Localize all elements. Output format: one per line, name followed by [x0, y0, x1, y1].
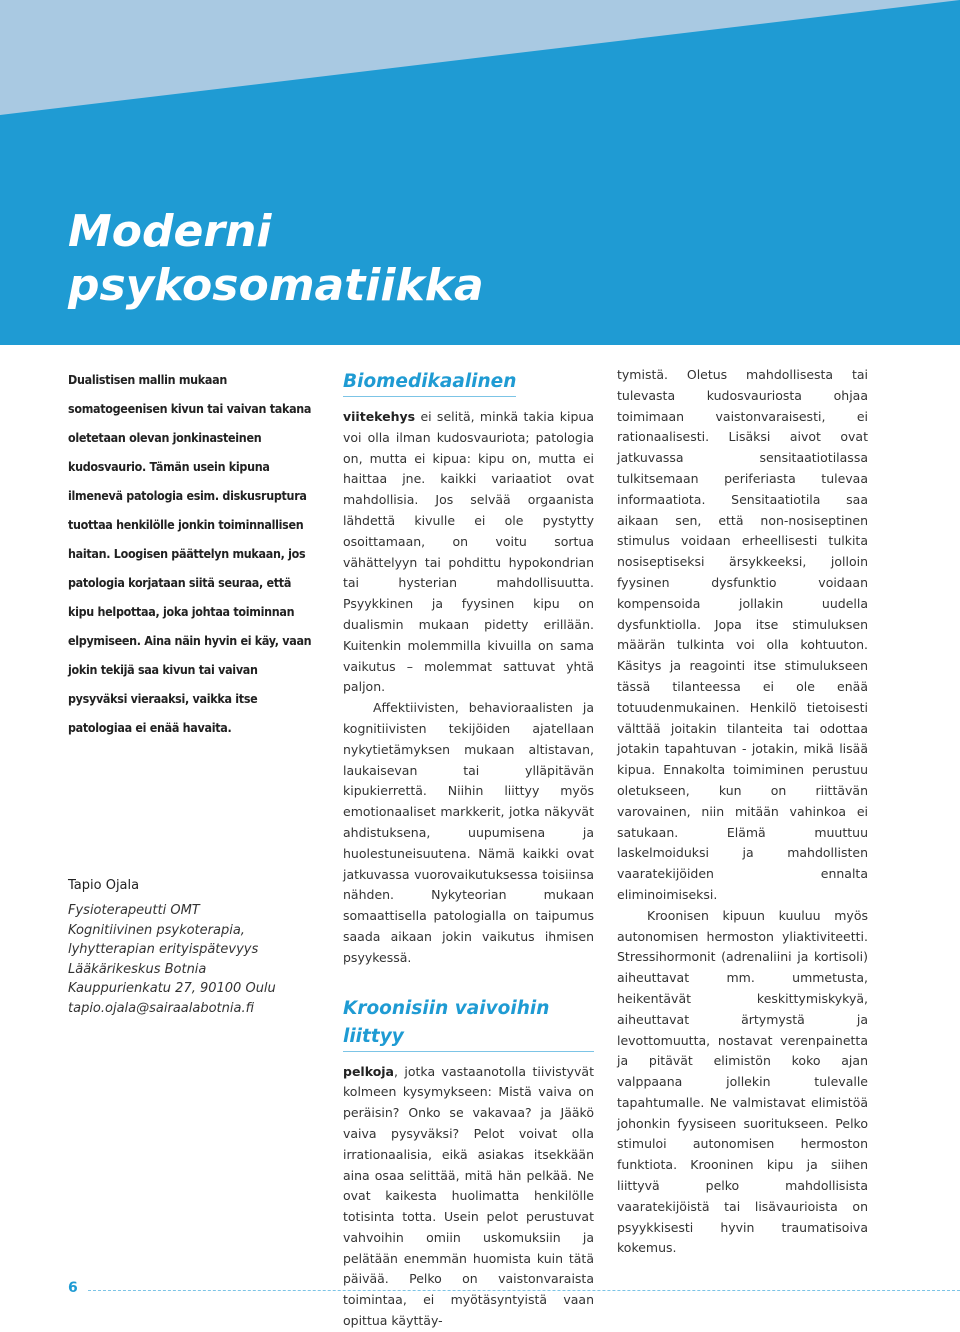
- author-email: tapio.ojala@sairaalabotnia.fi: [68, 1000, 254, 1016]
- column-middle: [343, 368, 594, 1332]
- paragraph-tymista: tymistä. Oletus mahdollisesta tai tulevasta kudosvauriosta ohjaa toimimaan vaistonvaraisesti, ei rationaalisesti. Lisäksi aivot ovat jatkuvassa sensitaatiotilassa tulkitsemaan periferiasta tulevaa informaatiota. Sensitaatiotila saa aikaan sen, että non-nosiseptinen stimulus voidaan erheellisesti tulkita nosiseptiseksi ärsykkeeksi, jolloin fyysinen dysfunktio voidaan kompensoida jollakin uudella dysfunktiolla. Jopa itse stimuluksen määrän tulkinta voi olla kohtuuton. Käsitys ja reagointi itse stimulukseen tässä tilanteessa ei ole enää totuudenmukainen. Henkilö tietoisesti välttää joitakin tilanteita tai odottaa jotakin tapahtuvan - jotakin, mikä lisää kipua. Ennakolta toimiminen perustuu oletukseen, kun on riittävän varovainen, niin mitään vahinkoa ei satukaan. Elämä muuttuu laskelmoiduksi ja mahdollisten vaaratekijöiden ennalta eliminoimiseksi.: [617, 367, 868, 902]
- author-name: Tapio Ojala: [68, 878, 140, 893]
- page-number: 6: [68, 1280, 78, 1296]
- page-title: [68, 205, 668, 313]
- intro-paragraph: Dualistisen mallin mukaan somatogeenisen kivun tai vaivan takana oletetaan olevan jonkinasteinen kudosvaurio. Tämän usein kipuna ilmenevä patologia esim. diskusruptura tuottaa henkilölle jonkin toiminnallisen haitan. Loogisen päättelyn mukaan, jos patologia korjataan siitä seuraa, että kipu helpottaa, joka johtaa toiminnan elpymiseen. Aina näin hyvin ei käy, vaan jokin tekijä saa kivun tai vaivan pysyväksi vieraaksi, vaikka itse patologiaa ei enää havaita.: [68, 372, 312, 735]
- subheading-biomedikaalinen: Biomedikaalinen: [343, 368, 516, 397]
- paragraph-pelkoja: [343, 1062, 594, 1332]
- column-intro: [68, 365, 318, 742]
- paragraph-text: ei selitä, minkä takia kipua voi olla ilman kudosvauriota; patologia on, mutta ei kipua: kipu on, mutta ei haittaa jne. kaikki variaatiot ovat mahdollisia. Jos selvää orgaanista lähdettä kivulle ei ole pystytty osoittamaan, on voitu sortua vähättelyyn tai pohdittu hypokondrian tai hysterian mahdollisuutta. Psyykkinen ja fyysinen kipu on dualismin mukaan pidetty erillään. Kuitenkin molemmilla kivuilla on sama vaikutus – molemmat sattuvat yhtä paljon.: [343, 409, 594, 695]
- author-block: [68, 878, 338, 1018]
- author-spec-1: Kognitiivinen psykoterapia,: [68, 922, 245, 938]
- paragraph-kroonisen: Kroonisen kipuun kuuluu myös autonomisen hermoston yliaktiviteetti. Stressihormonit (adrenaliini ja kortisoli) aiheuttavat mm. ummetusta, heikentävät keskittymiskykyä, aiheuttavat ärtymystä ja levottomuutta, nostavat verenpainetta ja pitävät elimistön koko ajan valppaana jollekin tulevalle tapahtumalle. Ne valmistavat elimistöä johonkin fyysiseen suoritukseen. Pelko stimuloi autonomisen hermoston funktiota. Krooninen kipu ja siihen liittyvä pelko mahdollisista vaaratekijöistä tai lisävaurioista on psyykkisesti hyvin traumatisoiva kokemus.: [617, 907, 868, 1256]
- column-right: [617, 365, 868, 1259]
- subheading-kroonisiin: Kroonisiin vaivoihin liittyy: [343, 995, 594, 1052]
- paragraph-text: , jotka vastaanotolla tiivistyvät kolmeen kysymykseen: Mistä vaiva on peräisin? Onko se vakavaa? ja Jääkö vaiva pysyväksi? Pelot voivat olla irrationaalisia, eikä asiakas itsekkään aina osaa selittää, mitä hän pelkää. Ne ovat kaikesta huolimatta henkilölle totisinta totta. Usein pelot perustuvat vahvoihin omiin uskomuksiin ja pelätään enemmän huomista kuin tätä päivää. Pelko on vaistonvaraista toimintaa, ei myötäsyntyistä vaan opittua käyttäy-: [343, 1063, 594, 1329]
- paragraph-viitekehys: [343, 407, 594, 698]
- author-spec-2: lyhytterapian erityispätevyys: [68, 942, 259, 957]
- title-line-1: Moderni: [68, 206, 272, 257]
- footer-divider: [88, 1290, 960, 1291]
- author-address: Kauppurienkatu 27, 90100 Oulu: [68, 981, 276, 996]
- author-employer: Lääkärikeskus Botnia: [68, 961, 207, 977]
- lead-word: pelkoja: [343, 1063, 394, 1079]
- author-title: Fysioterapeutti OMT: [68, 903, 200, 918]
- paragraph-affektiivisten: Affektiivisten, behavioraalisten ja kognitiivisten tekijöiden ajatellaan nykytietämyksen mukaan altistavan, laukaisevan tai ylläpitävän kipukierrettä. Niihin liittyy myös emotionaaliset markkerit, jotka näkyvät ahdistuksena, uupumisena ja huolestuneisuutena. Nämä kaikki ovat jatkuvassa vuorovaikutuksessa toisiinsa nähden. Nykyteorian mukaan somaattisella patologialla on taipumus saada aikaan jokin vaikutus ihmisen psyykessä.: [343, 700, 594, 965]
- title-line-2: psykosomatiikka: [68, 260, 484, 311]
- lead-word: viitekehys: [343, 409, 416, 424]
- header-band: [0, 0, 960, 345]
